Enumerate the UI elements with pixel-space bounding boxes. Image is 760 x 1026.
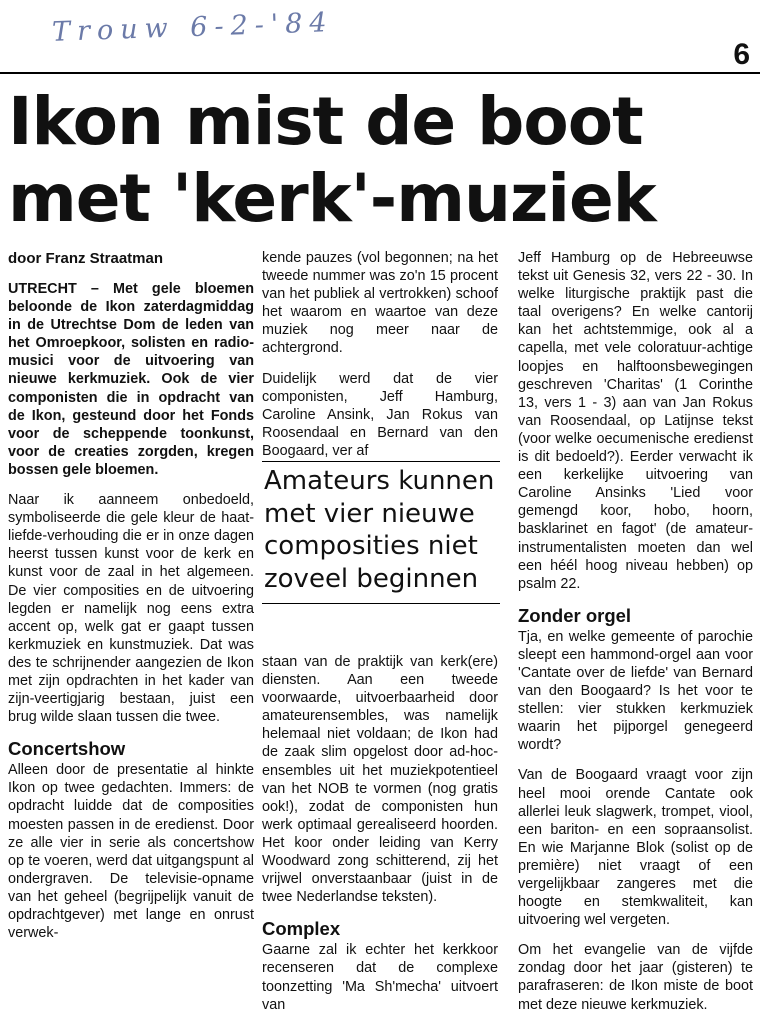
column-2-top bbox=[262, 249, 498, 472]
lead-text: – Met gele bloemen beloonde de Ikon zaterdagmiddag in de Utrechtse Dom de leden van het Omroepkoor, solisten en radio-musici voor de uitvoering van nieuwe kerkmuziek. Ook de vier componisten die in opdracht van de Ikon, gesteund door het Fonds voor de scheppende toonkunst, voor de creaties zorgden, kregen bossen gele bloemen. bbox=[8, 281, 254, 478]
body-paragraph: kende pauzes (vol begonnen; na het tweede nummer was zo'n 15 procent van het publiek al vertrokken) schoof het waarom en waartoe van deze muziek nog meer naar de achtergrond. bbox=[262, 250, 498, 357]
column-2-bottom bbox=[262, 653, 498, 1026]
body-paragraph: Gaarne zal ik echter het kerkkoor recenseren dat de complexe toonzetting 'Ma Sh'mecha' uitvoert van bbox=[262, 942, 498, 1013]
page-number: 6 bbox=[733, 38, 750, 71]
headline bbox=[8, 83, 656, 237]
body-paragraph: Jeff Hamburg op de Hebreeuwse tekst uit Genesis 32, vers 22 - 30. In welke liturgische praktijk past die taal overigens? En welke cantorij kan het achtstemmige, ook al a capella, met vele coloratuur-achtige loopjes en halftoonsbewegingen geschreven 'Charitas' (1 Corinthe 13, vers 1 - 3) aan van Jan Rokus van Roosendaal, op Latijnse tekst (voor welke oecumenische eredienst is dit bedoeld?). Eerder verwacht ik een kerkelijke uitvoering van Caroline Ansinks 'Lied voor gemengd koor, hobo, hoorn, basklarinet en fagot' (de amateur-instrumentalisten moeten dan wel een héél hoog niveau hebben) op psalm 22. bbox=[518, 250, 753, 592]
body-paragraph: Om het evangelie van de vijfde zondag door het jaar (gisteren) te parafraseren: de Ikon miste de boot met deze nieuwe kerkmuziek. bbox=[518, 942, 753, 1013]
subhead-concertshow: Concertshow bbox=[8, 738, 126, 760]
lead-paragraph bbox=[8, 280, 254, 479]
subhead-complex: Complex bbox=[262, 918, 341, 940]
headline-line-2: met 'kerk'-muziek bbox=[8, 160, 656, 237]
body-paragraph: Van de Boogaard vraagt voor zijn heel mooi orende Cantate ook allerlei leuk slagwerk, trompet, viool, een bariton- en een sopraansolist. En wie Marjanne Blok (solist op de première) niet vraagt of een vergelijkbaar zangeres met die hoogte en stemkwaliteit, kan uitvoering wel vergeten. bbox=[518, 767, 753, 929]
body-paragraph: Alleen door de presentatie al hinkte Ikon op twee gedachten. Immers: de opdracht luidde dat de composities moesten passen in de eredienst. Door ze alle vier in serie als concertshow op te voeren, werd dat uitgangspunt al ondergraven. De televisie-opname van het geheel (begrijpelijk vanuit de opdrachtgever) met lange en onrust verwek- bbox=[8, 762, 254, 942]
column-3 bbox=[518, 249, 753, 1026]
body-paragraph: Tja, en welke gemeente of parochie sleept een hammond-orgel aan voor 'Cantate over de liefde' van Bernard van den Boogaard? Is het voor te stellen: vier stukken kerkmuziek waarin het pijporgel genegeerd wordt? bbox=[518, 628, 753, 754]
subhead-zonder-orgel: Zonder orgel bbox=[518, 604, 632, 626]
body-paragraph: Naar ik aanneem onbedoeld, symboliseerde die gele kleur de haat-liefde-verhouding die er in onze dagen heerst tussen kunst voor de kerk en kunst voor de zaal in het algemeen. De vier composities en de uitvoering legden er namelijk nog eens extra accent op, welk gat er gaapt tussen kerkmuziek en kunstmuziek. Dat was des te schrijnender aangezien de Ikon met zijn opdrachten in het kader van zijn-veertigjarig bestaan, juist een brug wilde slaan tussen die twee. bbox=[8, 492, 254, 726]
column-1 bbox=[8, 246, 254, 954]
header-rule bbox=[0, 72, 760, 74]
body-paragraph: Duidelijk werd dat de vier componisten, Jeff Hamburg, Caroline Ansink, Jan Rokus van Roosendaal en Bernard van den Boogaard, ver af bbox=[262, 370, 498, 459]
pull-quote-text: Amateurs kunnen met vier nieuwe composities niet zoveel beginnen bbox=[264, 466, 495, 594]
handwritten-annotation: Trouw 6-2-'84 bbox=[51, 7, 335, 48]
pull-quote bbox=[262, 461, 500, 604]
dateline: UTRECHT bbox=[8, 281, 77, 297]
byline: door Franz Straatman bbox=[8, 250, 164, 267]
body-paragraph: staan van de praktijk van kerk(ere) diensten. Aan een tweede voorwaarde, uitvoerbaarheid door amateurensembles, was namelijk helemaal niet voldaan; de Ikon had de zaak slim opgelost door ad-hoc-ensembles uit het muziekpotentieel van het NOB te vormen (nog gratis ook!), zodat de componisten hun werk optimaal gerealiseerd hoorden. Het koor onder leiding van Kerry Woodward zong schitterend, zij het vrijwel onverstaanbaar (juist in de twee Nederlandse teksten). bbox=[262, 654, 498, 906]
headline-line-1: Ikon mist de boot bbox=[8, 83, 643, 160]
